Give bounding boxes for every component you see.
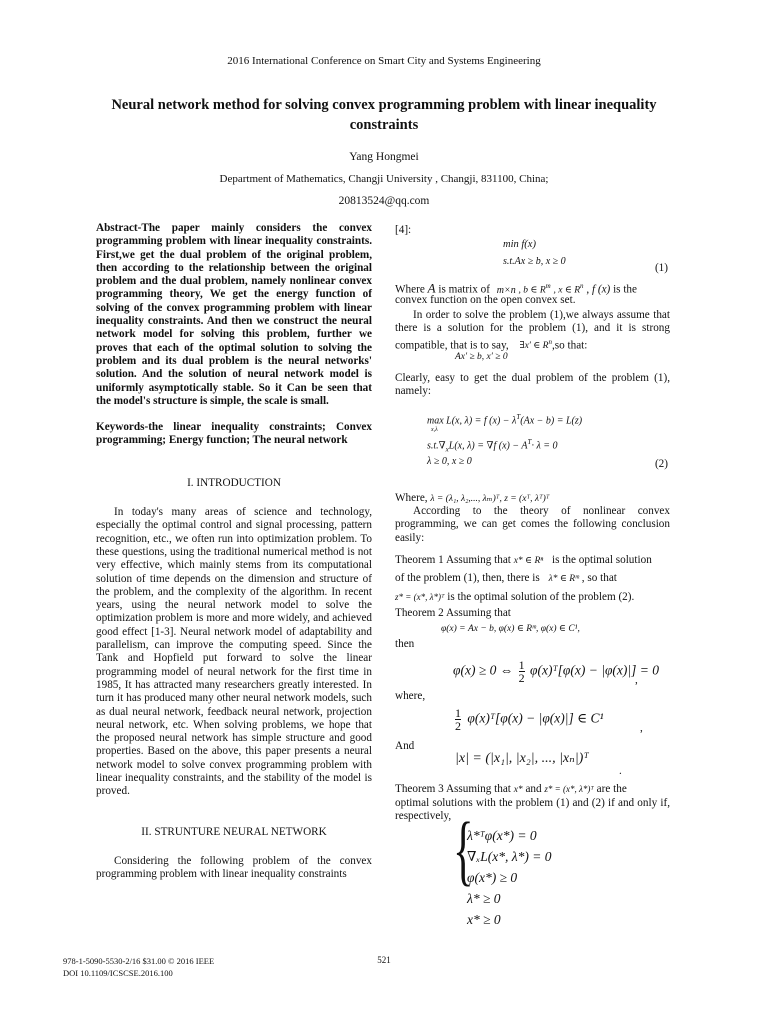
- section-structure-title: II. STRUNTURE NEURAL NETWORK: [141, 825, 327, 838]
- equation-2-constraint: $s.t.\nabla_xL(x$, λ) = ∇f $(x) - A^T\cdot \lambda = 0$: [427, 438, 558, 454]
- author-name: Yang Hongmei: [349, 151, 419, 163]
- where-line-2: convex function on the open convex set.: [395, 294, 576, 306]
- theorem-1-line-3: z* = (x*, λ*)ᵀ is the optimal solution of the problem (2).: [395, 591, 635, 603]
- theorem-2: Theorem 2 Assuming that: [395, 607, 511, 619]
- dual-intro: Clearly, easy to get the dual problem of the problem (1), namely:: [395, 372, 670, 398]
- keywords: Keywords-the linear inequality constraints; Convex programming; Energy function; The neural network: [96, 421, 372, 447]
- author-affiliation: Department of Mathematics, Changji University , Changji, 831100, China;: [219, 173, 549, 185]
- theorem-1-line-1: Theorem 1 Assuming that x* ∈ Rⁿ is the optimal solution: [395, 554, 652, 566]
- phi-comma: ,: [635, 674, 638, 686]
- system-line-1: λ*ᵀφ(x*) = 0: [467, 828, 537, 843]
- feasible-inequality: Ax′ ≥ b, x′ ≥ 0: [455, 352, 508, 362]
- footer-isbn: 978-1-5090-5530-2/16 $31.00 © 2016 IEEE: [63, 956, 215, 966]
- equation-2-number: (2): [654, 458, 668, 470]
- where-line-1: Where A is matrix of m×n , b ∈ $R^m$ , x ∈ $R^n$ , f (x) is the: [395, 280, 637, 296]
- phi-equivalence: φ(x) ≥ 0 ⇔ $\frac{1}{2}$ φ(x)ᵀ[φ(x) − |φ(x)|] = 0: [453, 658, 659, 685]
- phi-definition: φ(x) = Ax − b, φ(x) ∈ Rᵐ, φ(x) ∈ C¹,: [441, 624, 580, 634]
- equation-2-nonneg: λ ≥ 0, x ≥ 0: [427, 456, 472, 467]
- phi-c1-comma: ,: [640, 722, 643, 734]
- abs-dot: .: [619, 765, 622, 777]
- theorem-3-line-2: optimal solutions with the problem (1) and (2) if and only if, respectively,: [395, 797, 670, 823]
- abstract: Abstract-The paper mainly considers the convex programming problem with linear inequality constraints. First,we get the dual problem of the original problem, then according to the relationship between the original problem and the dual problem, namely nonlinear convex programming theory, We get the energy function of solving of the convex programming problem with linear inequality constraints. And then we construct the neural network model for solving this problem, further we proves that each of the optimal solution to solving the problem and its dual problem is the neural networks' solution. And the solution of neural network model is uniformly asymptotically stable. So it Can be seen that the model's structure is simple, the scale is small.: [96, 222, 372, 407]
- theory-text: According to the theory of nonlinear convex programming, we can get comes the following conclusion easily:: [395, 505, 670, 544]
- system-brace: {: [453, 806, 474, 893]
- conference-header: 2016 International Conference on Smart City and Systems Engineering: [227, 55, 541, 67]
- system-line-5: x* ≥ 0: [467, 912, 501, 927]
- where-2: Where, λ = (λ₁, λ₂,..., λₘ)ᵀ, z = (xᵀ, λᵀ)ᵀ: [395, 492, 550, 504]
- phi-c1: $\frac{1}{2}$ φ(x)ᵀ[φ(x) − |φ(x)|] ∈ C¹: [455, 706, 604, 733]
- system-line-3: φ(x*) ≥ 0: [467, 870, 518, 885]
- equation-2-subscript: x,λ: [431, 427, 438, 433]
- page-number: 521: [377, 955, 391, 965]
- theorem-3-line-1: Theorem 3 Assuming that x* and z* = (x*, λ*)ᵀ are the: [395, 783, 627, 795]
- where-3: where,: [395, 690, 426, 702]
- optimality-system: [467, 825, 551, 930]
- right-column: [395, 222, 670, 927]
- equation-2-objective: max L(x, λ) = f $(x) - \lambda^T(Ax - b) = L(z)$: [427, 413, 583, 427]
- then-text: then: [395, 638, 415, 650]
- footer-doi: DOI 10.1109/ICSCSE.2016.100: [63, 968, 173, 978]
- paper-title: Neural network method for solving convex programming problem with linear inequality constraints: [111, 97, 657, 133]
- equation-1-constraint: s.t.Ax ≥ b, x ≥ 0: [503, 256, 566, 267]
- assumption-text: In order to solve the problem (1),we always assume that there is a solution for the problem (1), and it is strong compatible, that is to say, ∃x′ ∈ $R^n,so$ that:: [395, 309, 670, 352]
- reference-4: [4]:: [395, 224, 412, 236]
- system-line-2: ∇ₓL(x*, λ*) = 0: [467, 849, 552, 864]
- introduction-text: In today's many areas of science and technology, especially the optimal control and signal processing, pattern recognition, etc., we often run into optimization problem. To these questions, using the traditional numerical method is not very effective, which mainly stems from its computational solution of time depends on the dimension and structure of the problem, and the complexity of the algorithm. In recent years, using the neural network model to solve the optimization problem is more and more widely, and achieved good effect [1-3]. Neural network model of adaptability and parallelism, can improve the computing speed. Since the Tank and Hopfield put forward to solve the linear programming model of neural network for the first time in 1985, It has attracted many researchers greatly interested. In turn it has produced many other neural network models, such as dual neural network, feedback neural network, projection neural network, etc. When solving problems, we hope that the proposed neural network has simple structure and good properties. Based on the above, this paper presents a neural network model to solve convex programming problem with linear inequality constraints, and the stability of the model is proved.: [96, 506, 372, 798]
- absolute-x-definition: |x| = (|x₁|, |x₂|, ..., |xₙ|)ᵀ: [455, 751, 589, 766]
- system-line-4: λ* ≥ 0: [467, 891, 501, 906]
- theorem-1-line-2: of the problem (1), then, there is λ* ∈ Rᵐ , so that: [395, 572, 617, 584]
- equation-1-number: (1): [654, 262, 668, 274]
- section-introduction-title: I. INTRODUCTION: [187, 476, 281, 489]
- section-structure-text: Considering the following problem of the convex programming problem with linear inequality constraints: [96, 854, 372, 881]
- author-email: 20813524@qq.com: [338, 195, 430, 207]
- equation-1-objective: min f(x): [503, 239, 536, 250]
- and-text: And: [395, 740, 415, 752]
- left-column: [96, 222, 372, 881]
